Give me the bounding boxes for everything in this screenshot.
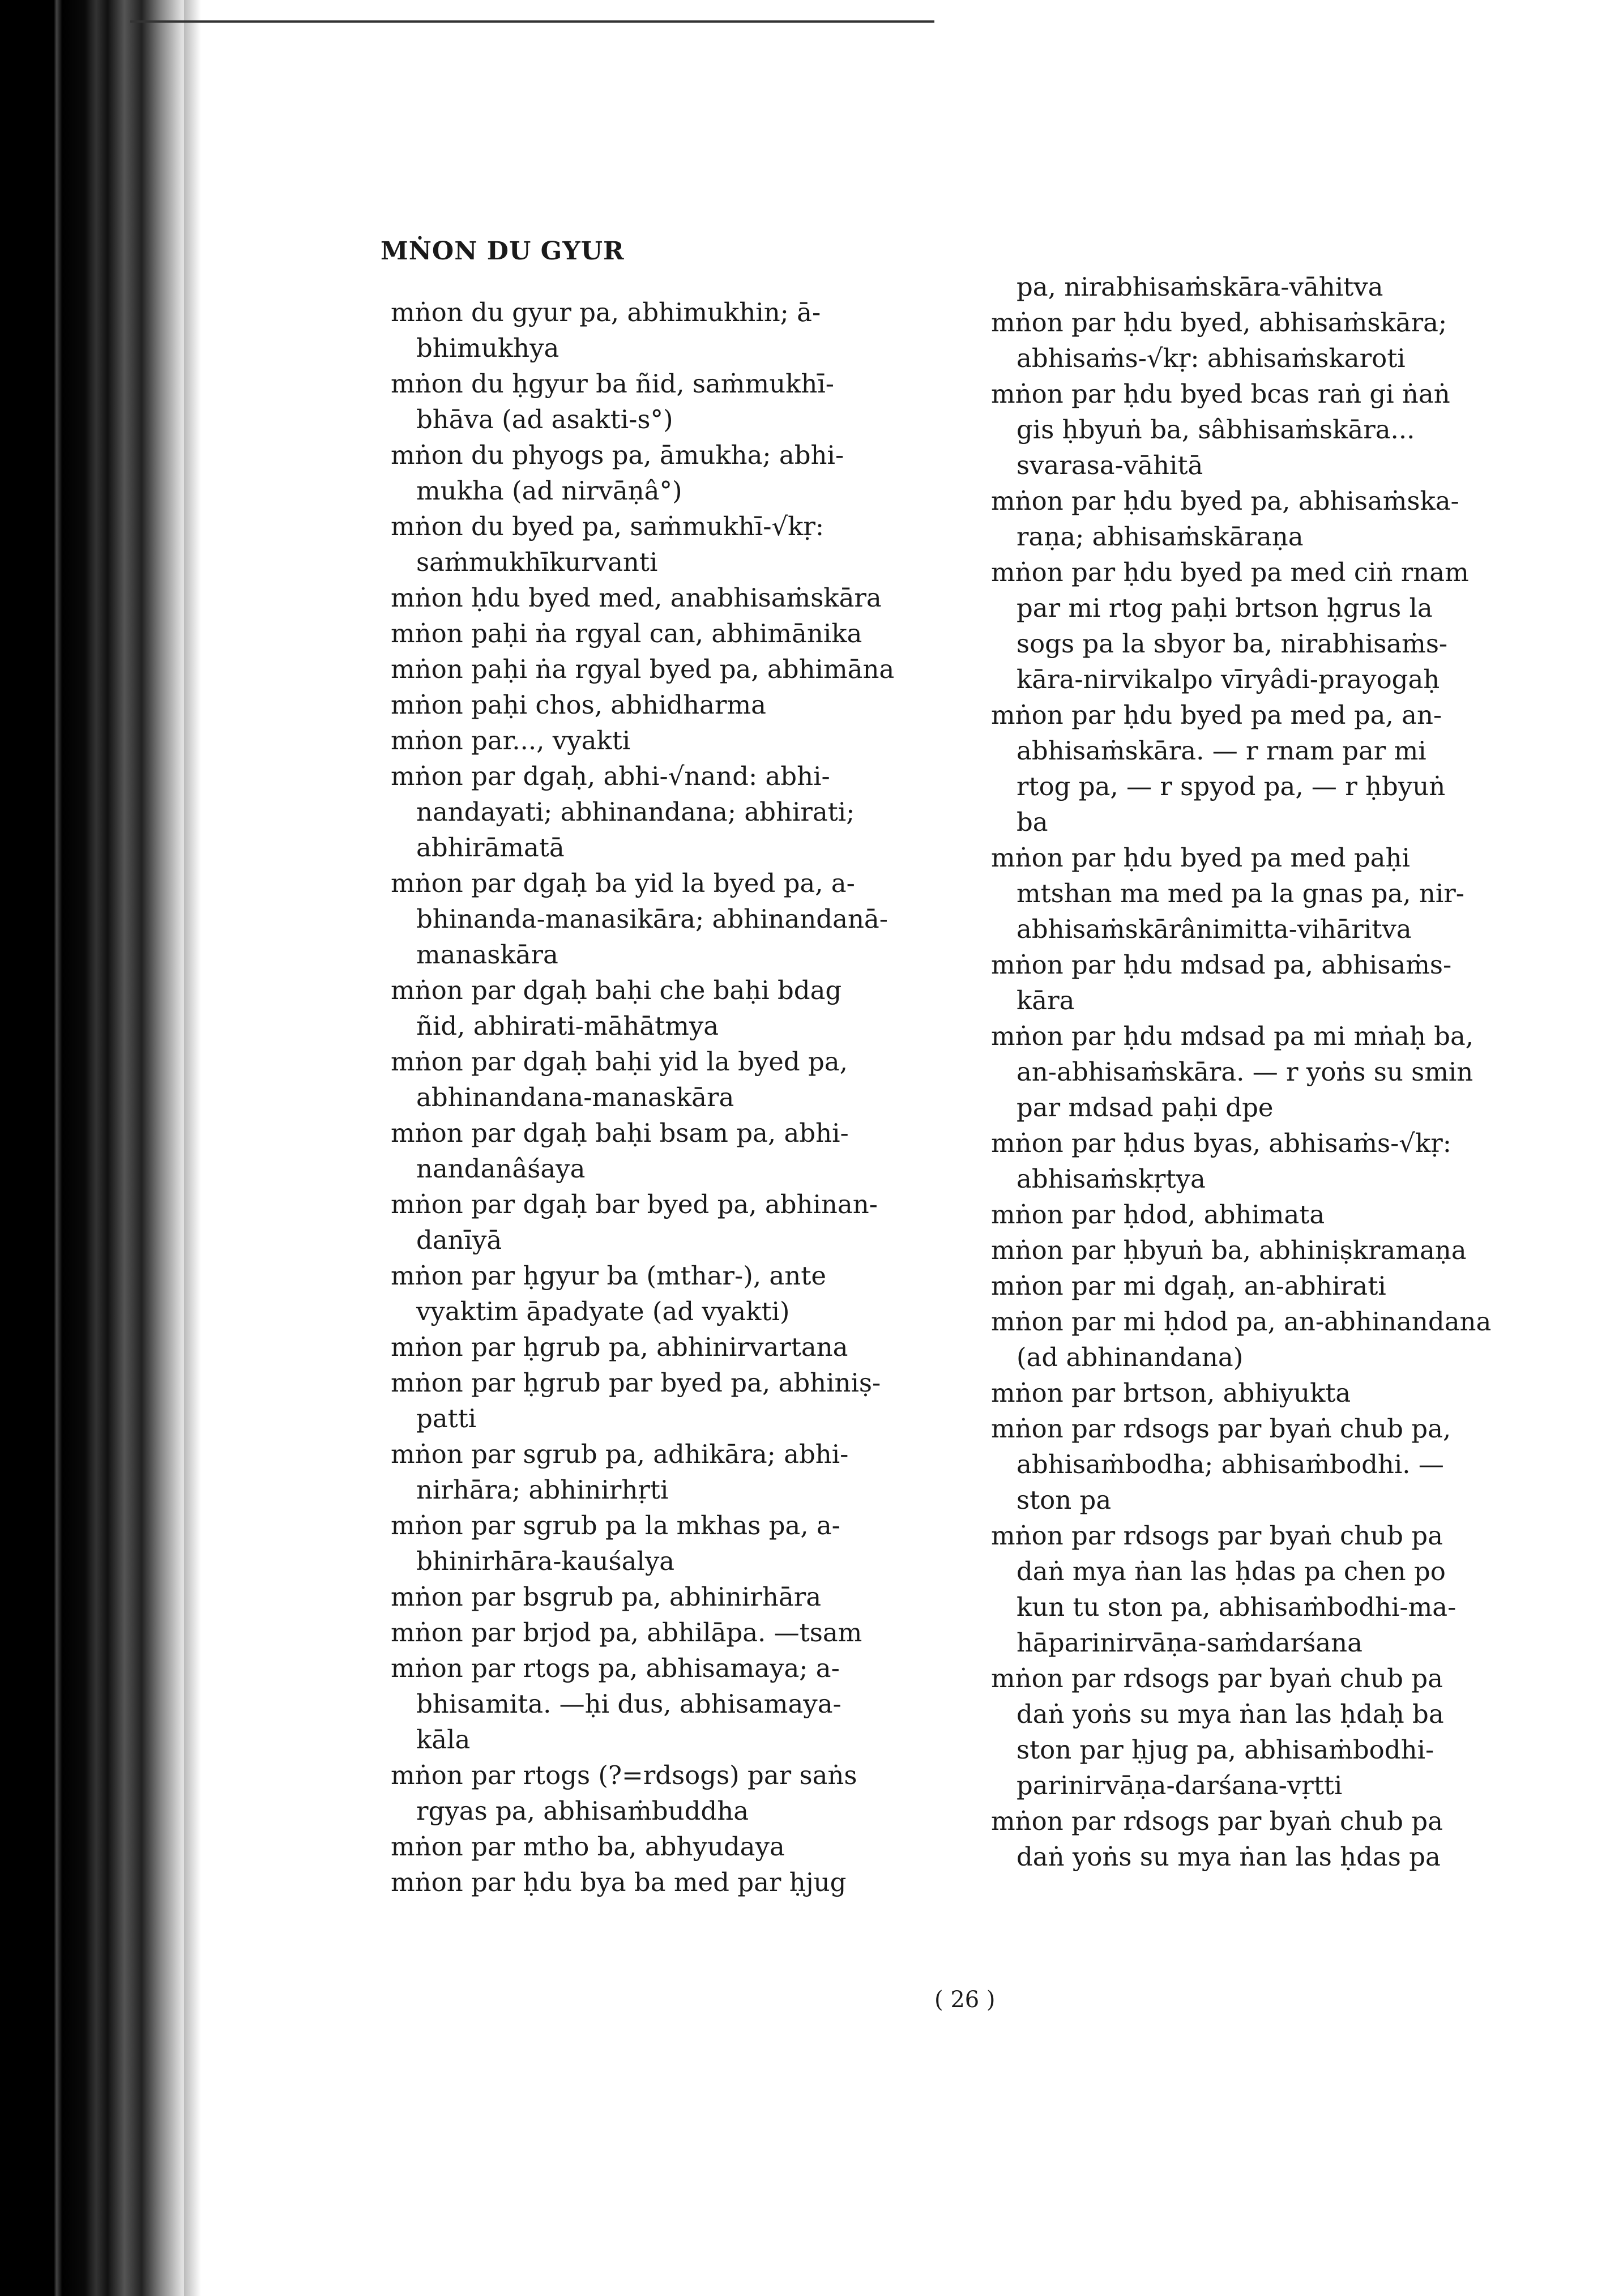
- dictionary-entry-line: mṅon paḥi chos, abhidharma: [391, 690, 766, 720]
- dictionary-entry-line: mṅon par rdsogs par byaṅ chub pa: [991, 1521, 1443, 1551]
- dictionary-entry-line: mṅon par ḥdu mdsad pa mi mṅaḥ ba,: [991, 1021, 1474, 1051]
- dictionary-entry-line: ston par ḥjug pa, abhisaṁbodhi-: [1016, 1735, 1434, 1765]
- dictionary-entry-line: raṇa; abhisaṁskāraṇa: [1016, 522, 1304, 552]
- dictionary-entry-line: bhinirhāra-kauśalya: [416, 1546, 675, 1576]
- dictionary-entry-line: svarasa-vāhitā: [1016, 450, 1203, 480]
- dictionary-entry-line: mṅon par sgrub pa la mkhas pa, a-: [391, 1510, 840, 1540]
- dictionary-entry-line: nandayati; abhinandana; abhirati;: [416, 797, 855, 827]
- dictionary-entry-line: mṅon par brtson, abhiyukta: [991, 1378, 1351, 1408]
- dictionary-entry-line: mukha (ad nirvāṇâ°): [416, 476, 682, 506]
- dictionary-entry-line: mtshan ma med pa la gnas pa, nir-: [1016, 878, 1464, 908]
- dictionary-entry-line: kāla: [416, 1725, 471, 1755]
- dictionary-entry-line: mṅon par rtogs pa, abhisamaya; a-: [391, 1653, 840, 1683]
- dictionary-entry-line: sogs pa la sbyor ba, nirabhisaṁs-: [1016, 629, 1448, 659]
- dictionary-entry-line: mṅon par ḥdu byed bcas raṅ gi ṅaṅ: [991, 379, 1450, 409]
- left-column: [391, 295, 934, 1900]
- dictionary-entry-line: mṅon par rdsogs par byaṅ chub pa: [991, 1663, 1443, 1693]
- dictionary-entry-line: mṅon paḥi ṅa rgyal can, abhimānika: [391, 618, 862, 648]
- dictionary-entry-line: abhirāmatā: [416, 833, 565, 863]
- dictionary-entry-line: rtog pa, — r spyod pa, — r ḥbyuṅ: [1016, 771, 1446, 801]
- dictionary-entry-line: mṅon par rdsogs par byaṅ chub pa: [991, 1806, 1443, 1836]
- dictionary-entry-line: bhimukhya: [416, 333, 559, 363]
- dictionary-entry-line: (ad abhinandana): [1016, 1342, 1244, 1372]
- dictionary-entry-line: mṅon par mtho ba, abhyudaya: [391, 1832, 785, 1862]
- dictionary-entry-line: par mdsad paḥi dpe: [1016, 1092, 1274, 1123]
- dictionary-entry-line: daṅ mya ṅan las ḥdas pa chen po: [1016, 1556, 1446, 1586]
- dictionary-entry-line: par mi rtog paḥi brtson ḥgrus la: [1016, 593, 1433, 623]
- dictionary-entry-line: abhinandana-manaskāra: [416, 1082, 734, 1112]
- dictionary-entry-line: mṅon par ḥdu byed pa med pa, an-: [991, 700, 1442, 730]
- dictionary-entry-line: bhisamita. —ḥi dus, abhisamaya-: [416, 1689, 842, 1719]
- dictionary-entry-line: mṅon par ḥgrub par byed pa, abhiniṣ-: [391, 1368, 881, 1398]
- dictionary-entry-line: abhisaṁbodha; abhisaṁbodhi. —: [1016, 1449, 1444, 1479]
- dictionary-entry-line: mṅon par dgaḥ baḥi che baḥi bdag: [391, 975, 842, 1005]
- book-binding-edge: [0, 0, 193, 2296]
- dictionary-entry-line: abhisaṁskāra. — r rnam par mi: [1016, 736, 1426, 766]
- dictionary-entry-line: mṅon par ḥdu byed pa med ciṅ rnam: [991, 557, 1469, 587]
- dictionary-entry-line: ba: [1016, 807, 1048, 837]
- dictionary-entry-line: vyaktim āpadyate (ad vyakti): [416, 1296, 790, 1326]
- dictionary-entry-line: kāra-nirvikalpo vīryâdi-prayogaḥ: [1016, 664, 1440, 694]
- dictionary-entry-line: saṁmukhīkurvanti: [416, 547, 658, 577]
- dictionary-entry-line: mṅon du phyogs pa, āmukha; abhi-: [391, 440, 844, 470]
- dictionary-entry-line: nandanâśaya: [416, 1154, 586, 1184]
- page-top-edge: [130, 20, 934, 23]
- dictionary-entry-line: mṅon par sgrub pa, adhikāra; abhi-: [391, 1439, 849, 1469]
- page-number: ( 26 ): [934, 1987, 996, 2013]
- dictionary-entry-line: daṅ yoṅs su mya ṅan las ḥdaḥ ba: [1016, 1699, 1444, 1729]
- dictionary-entry-line: mṅon par brjod pa, abhilāpa. —tsam: [391, 1618, 862, 1648]
- dictionary-entry-line: mṅon par ḥdus byas, abhisaṁs-√kṛ:: [991, 1128, 1451, 1158]
- dictionary-entry-line: daṅ yoṅs su mya ṅan las ḥdas pa: [1016, 1842, 1441, 1872]
- dictionary-entry-line: mṅon ḥdu byed med, anabhisaṁskāra: [391, 583, 882, 613]
- dictionary-entry-line: abhisaṁs-√kṛ: abhisaṁskaroti: [1016, 343, 1406, 373]
- dictionary-entry-line: mṅon par ḥbyuṅ ba, abhiniṣkramaṇa: [991, 1235, 1467, 1265]
- dictionary-entry-line: mṅon du byed pa, saṁmukhī-√kṛ:: [391, 511, 825, 541]
- dictionary-entry-line: bhāva (ad asakti-s°): [416, 404, 673, 434]
- dictionary-entry-line: mṅon par dgaḥ bar byed pa, abhinan-: [391, 1189, 878, 1219]
- dictionary-entry-line: mṅon par ḥdod, abhimata: [991, 1200, 1325, 1230]
- dictionary-entry-line: rgyas pa, abhisaṁbuddha: [416, 1796, 749, 1826]
- dictionary-entry-line: mṅon par mi dgaḥ, an-abhirati: [991, 1271, 1386, 1301]
- dictionary-entry-line: mṅon par dgaḥ ba yid la byed pa, a-: [391, 868, 855, 898]
- dictionary-entry-line: bhinanda-manasikāra; abhinandanā-: [416, 904, 888, 934]
- dictionary-entry-line: mṅon par rdsogs par byaṅ chub pa,: [991, 1414, 1451, 1444]
- dictionary-entry-line: pa, nirabhisaṁskāra-vāhitva: [1016, 272, 1383, 302]
- dictionary-entry-line: abhisaṁskārânimitta-vihāritva: [1016, 914, 1412, 944]
- dictionary-entry-line: mṅon par ḥdu byed pa med paḥi: [991, 843, 1410, 873]
- dictionary-entry-line: ñid, abhirati-māhātmya: [416, 1011, 719, 1041]
- dictionary-entry-line: mṅon par bsgrub pa, abhinirhāra: [391, 1582, 822, 1612]
- dictionary-entry-line: kun tu ston pa, abhisaṁbodhi-ma-: [1016, 1592, 1457, 1622]
- dictionary-entry-line: danīyā: [416, 1225, 502, 1255]
- dictionary-entry-line: abhisaṁskṛtya: [1016, 1164, 1206, 1194]
- dictionary-entry-line: patti: [416, 1403, 477, 1433]
- dictionary-entry-line: mṅon par ḥdu byed, abhisaṁskāra;: [991, 308, 1447, 338]
- page-title: MṄON DU GYUR: [381, 237, 625, 266]
- dictionary-entry-line: manaskāra: [416, 940, 558, 970]
- dictionary-entry-line: parinirvāṇa-darśana-vṛtti: [1016, 1770, 1343, 1800]
- right-column: [991, 269, 1535, 1875]
- page-gutter: [184, 0, 201, 2296]
- dictionary-entry-line: mṅon du gyur pa, abhimukhin; ā-: [391, 297, 821, 327]
- dictionary-entry-line: mṅon par rtogs (?=rdsogs) par saṅs: [391, 1760, 857, 1790]
- dictionary-entry-line: mṅon par dgaḥ, abhi-√nand: abhi-: [391, 761, 830, 791]
- dictionary-entry-line: an-abhisaṁskāra. — r yoṅs su smin: [1016, 1057, 1473, 1087]
- dictionary-entry-line: mṅon par dgaḥ baḥi yid la byed pa,: [391, 1047, 848, 1077]
- dictionary-entry-line: hāparinirvāṇa-saṁdarśana: [1016, 1628, 1363, 1658]
- dictionary-entry-line: mṅon du ḥgyur ba ñid, saṁmukhī-: [391, 369, 834, 399]
- dictionary-entry-line: mṅon par ḥdu bya ba med par ḥjug: [391, 1867, 847, 1897]
- dictionary-entry-line: mṅon par mi ḥdod pa, an-abhinandana: [991, 1307, 1492, 1337]
- dictionary-entry-line: mṅon par ḥgrub pa, abhinirvartana: [391, 1332, 848, 1362]
- dictionary-entry-line: ston pa: [1016, 1485, 1112, 1515]
- dictionary-entry-line: mṅon par ḥdu mdsad pa, abhisaṁs-: [991, 950, 1452, 980]
- dictionary-entry-line: nirhāra; abhinirhṛti: [416, 1475, 669, 1505]
- dictionary-entry-line: mṅon par ḥgyur ba (mthar-), ante: [391, 1261, 826, 1291]
- dictionary-entry-line: mṅon par ḥdu byed pa, abhisaṁska-: [991, 486, 1459, 516]
- dictionary-entry-line: mṅon par..., vyakti: [391, 725, 631, 756]
- dictionary-entry-line: mṅon paḥi ṅa rgyal byed pa, abhimāna: [391, 654, 895, 684]
- dictionary-entry-line: mṅon par dgaḥ baḥi bsam pa, abhi-: [391, 1118, 849, 1148]
- dictionary-entry-line: kāra: [1016, 985, 1075, 1015]
- dictionary-entry-line: gis ḥbyuṅ ba, sâbhisaṁskāra...: [1016, 415, 1415, 445]
